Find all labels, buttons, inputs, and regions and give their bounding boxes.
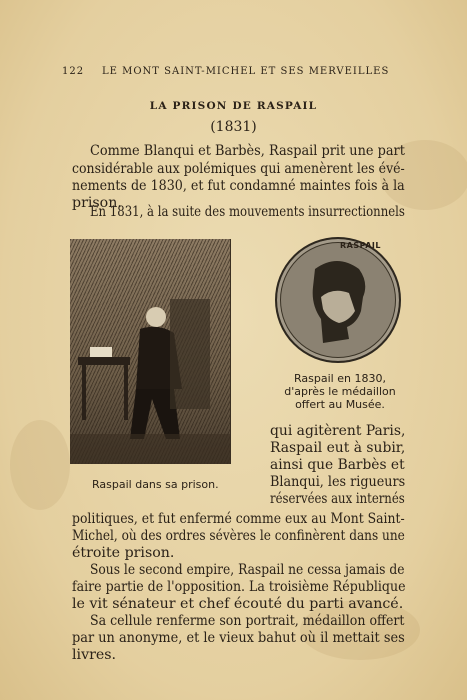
figure-caption-left: Raspail dans sa prison. [92, 478, 219, 491]
text-line: Comme Blanqui et Barbès, Raspail prit une part [90, 143, 405, 159]
figure-caption-right: offert au Musée. [295, 398, 385, 411]
running-header [62, 66, 392, 77]
text-line: réservées aux internés [270, 491, 405, 507]
figure-caption-right: d'après le médaillon [284, 385, 396, 398]
page-number: 122 [62, 66, 85, 77]
text-line: Raspail eut à subir, [270, 440, 406, 456]
medallion-inscription: RASPAIL [340, 241, 382, 250]
text-line: nements de 1830, et fut condamné maintes fois à la [72, 178, 405, 194]
figure-caption-right: Raspail en 1830, [294, 372, 386, 385]
paper-stain [10, 420, 70, 510]
text-line: politiques, et fut enfermé comme eux au Mont Saint- [72, 511, 405, 527]
running-title: LE MONT SAINT-MICHEL ET SES MERVEILLES [102, 66, 390, 77]
text-line: prison. [72, 195, 122, 211]
text-line: faire partie de l'opposition. La troisième République [72, 579, 406, 595]
text-line: le vit sénateur et chef écouté du parti avancé. [72, 596, 404, 612]
raspail-medallion [275, 237, 401, 363]
prison-engraving [70, 239, 231, 464]
text-line: livres. [72, 647, 117, 663]
section-year: (1831) [210, 119, 257, 135]
section-title: LA PRISON DE RASPAIL [149, 100, 318, 112]
text-line: étroite prison. [72, 545, 175, 561]
text-line: Blanqui, les rigueurs [270, 474, 406, 490]
papers [90, 347, 112, 357]
figure-head [146, 307, 166, 327]
prison-scene-illustration [70, 239, 230, 464]
text-line: Michel, où des ordres sévères le confinèrent dans une [72, 528, 405, 544]
text-line: En 1831, à la suite des mouvements insurrectionnels [90, 204, 405, 220]
text-line: considérable aux polémiques qui amenèrent les évé- [72, 161, 405, 177]
text-line: Sous le second empire, Raspail ne cessa jamais de [90, 562, 405, 578]
text-line: ainsi que Barbès et [270, 457, 405, 473]
desk-top [78, 357, 130, 365]
text-line: Sa cellule renferme son portrait, médaillon offert [90, 613, 405, 629]
text-line: qui agitèrent Paris, [270, 423, 406, 439]
profile-portrait [277, 239, 399, 361]
text-line: par un anonyme, et le vieux bahut où il mettait ses [72, 630, 405, 646]
